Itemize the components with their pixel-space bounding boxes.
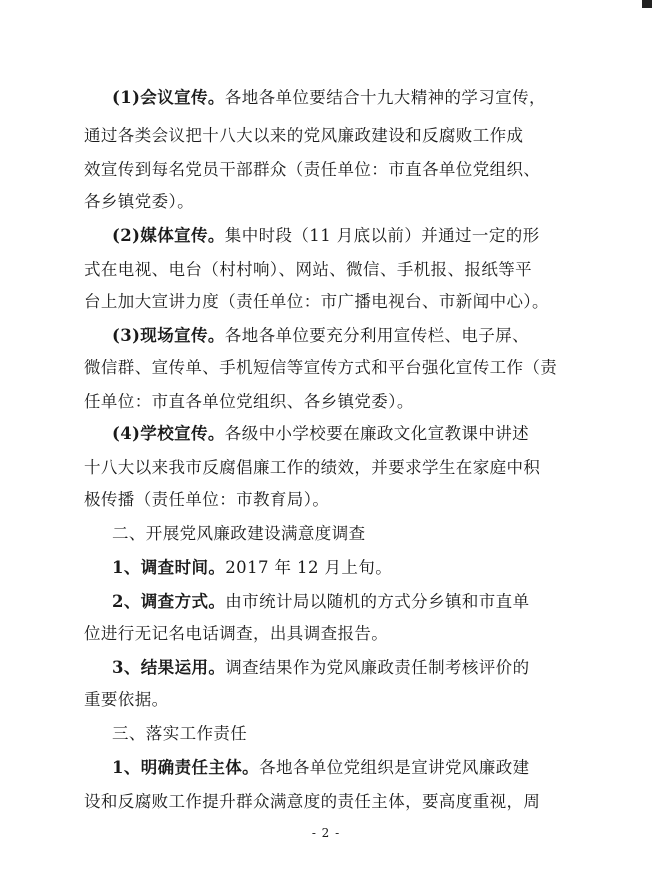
paragraph-text: 效宣传到每名党员干部群众（责任单位：市直各单位党组织、 <box>84 160 541 179</box>
paragraph-text: 各乡镇党委）。 <box>84 192 195 211</box>
heading-school-publicity: (4)学校宣传。 <box>112 424 225 443</box>
result-use-line-1 <box>112 656 592 680</box>
paragraph-text: 调查结果作为党风廉政责任制考核评价的 <box>225 658 530 677</box>
heading-onsite-publicity: (3)现场宣传。 <box>112 326 225 345</box>
paragraph-text: 微信群、宣传单、手机短信等宣传方式和平台强化宣传工作（责 <box>84 358 558 377</box>
heading-survey-method: 2、调查方式。 <box>112 592 226 611</box>
paragraph-4-line-1 <box>112 422 592 446</box>
paragraph-text: 通过各类会议把十八大以来的党风廉政建设和反腐败工作成 <box>84 126 524 145</box>
paragraph-1-line-4 <box>84 190 564 214</box>
result-use-line-2 <box>84 688 564 712</box>
paragraph-text: 式在电视、电台（村村响）、网站、微信、手机报、报纸等平 <box>84 260 533 279</box>
paragraph-text: 任单位：市直各单位党组织、各乡镇党委）。 <box>84 392 414 411</box>
paragraph-1-line-2 <box>84 124 564 148</box>
corner-scan-mark <box>642 0 652 8</box>
paragraph-text: 台上加大宣讲力度（责任单位：市广播电视台、市新闻中心）。 <box>84 292 549 311</box>
section-heading-text: 二、开展党风廉政建设满意度调查 <box>112 524 366 543</box>
heading-result-use: 3、结果运用。 <box>112 658 226 677</box>
survey-method-line-2 <box>84 622 564 646</box>
paragraph-text: 位进行无记名电话调查，出具调查报告。 <box>84 624 389 643</box>
paragraph-3-line-2 <box>84 356 564 380</box>
paragraph-4-line-3 <box>84 488 564 512</box>
section-2-heading <box>112 522 592 546</box>
paragraph-2-line-2 <box>84 258 564 282</box>
paragraph-3-line-3 <box>84 390 564 414</box>
paragraph-text: 各地各单位要充分利用宣传栏、电子屏、 <box>224 326 529 345</box>
section-3-heading <box>112 722 592 746</box>
paragraph-text: 十八大以来我市反腐倡廉工作的绩效，并要求学生在家庭中积 <box>84 458 541 477</box>
paragraph-1-line-3 <box>84 158 564 182</box>
survey-method-line-1 <box>112 590 592 614</box>
responsibility-line-2 <box>84 790 564 814</box>
paragraph-text: 各级中小学校要在廉政文化宣教课中讲述 <box>224 424 529 443</box>
paragraph-text: 集中时段（11 月底以前）并通过一定的形 <box>224 226 540 245</box>
heading-responsibility-subject: 1、明确责任主体。 <box>112 758 260 777</box>
page-number: - 2 - <box>311 826 341 840</box>
paragraph-text: 2017 年 12 月上旬。 <box>225 558 393 577</box>
paragraph-4-line-2 <box>84 456 564 480</box>
paragraph-text: 极传播（责任单位：市教育局）。 <box>84 490 330 509</box>
paragraph-3-line-1 <box>112 324 592 348</box>
paragraph-text: 各地各单位党组织是宣讲党风廉政建 <box>259 758 530 777</box>
paragraph-2-line-1 <box>112 224 592 248</box>
heading-meeting-publicity: (1)会议宣传。 <box>112 88 225 107</box>
heading-media-publicity: (2)媒体宣传。 <box>112 226 225 245</box>
paragraph-text: 各地各单位要结合十九大精神的学习宣传， <box>224 88 546 107</box>
paragraph-1-line-1 <box>112 86 592 110</box>
section-heading-text: 三、落实工作责任 <box>112 724 248 743</box>
paragraph-text: 由市统计局以随机的方式分乡镇和市直单 <box>225 592 530 611</box>
heading-survey-time: 1、调查时间。 <box>112 558 226 577</box>
paragraph-2-line-3 <box>84 290 564 314</box>
responsibility-line-1 <box>112 756 592 780</box>
paragraph-text: 设和反腐败工作提升群众满意度的责任主体，要高度重视，周 <box>84 792 541 811</box>
survey-time-line <box>112 556 592 580</box>
paragraph-text: 重要依据。 <box>84 690 169 709</box>
